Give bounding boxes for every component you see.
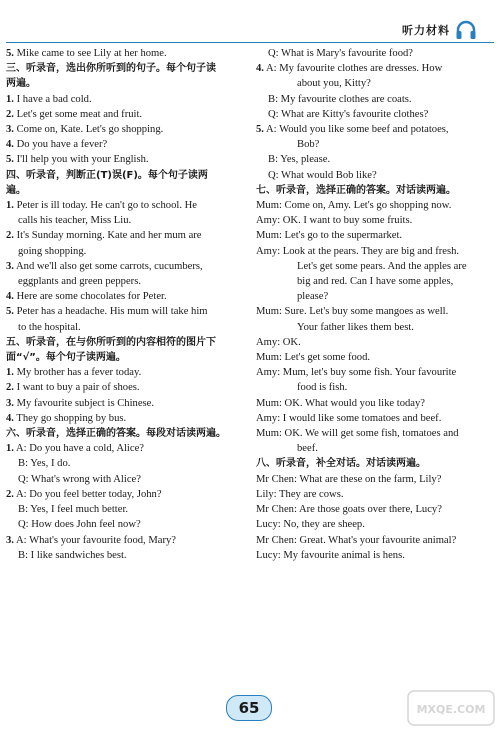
line-text: Mr Chen: What are these on the farm, Lily? (256, 473, 442, 485)
text-line (256, 137, 494, 152)
page-number-badge (226, 695, 272, 721)
item-number: 4. (6, 291, 14, 303)
text-line (256, 289, 494, 304)
line-text: Mum: OK. We will get some fish, tomatoes and (256, 428, 459, 440)
line-text: Your father likes them best. (297, 321, 414, 333)
item-number: 1. (6, 93, 14, 105)
line-text: They go shopping by bus. (13, 412, 127, 424)
item-number: 5. (6, 154, 14, 166)
text-line (6, 213, 244, 228)
line-text: A: Would you like some beef and potatoes, (263, 124, 449, 136)
line-text: Come on, Kate. Let's go shopping. (13, 124, 164, 136)
section-heading (6, 61, 244, 76)
item-number: 4. (256, 63, 264, 75)
line-text: going shopping. (18, 245, 87, 257)
watermark-logo (406, 689, 496, 727)
text-line (6, 456, 244, 471)
line-text: B: Yes, I feel much better. (18, 504, 129, 516)
text-line (256, 411, 494, 426)
line-text: to the hospital. (18, 321, 81, 333)
text-line (6, 517, 244, 532)
text-line (256, 365, 494, 380)
line-text: 五、听录音，在与你所听到的内容相符的图片下 (6, 336, 216, 348)
svg-text:MXQE.COM: MXQE.COM (416, 703, 486, 716)
line-text: Amy: OK. I want to buy some fruits. (256, 215, 413, 227)
section-heading (6, 335, 244, 350)
text-line (6, 152, 244, 167)
text-line (6, 92, 244, 107)
item-number: 4. (6, 412, 14, 424)
line-text: Peter is ill today. He can't go to school. He (13, 200, 197, 212)
text-line (6, 259, 244, 274)
text-line (6, 228, 244, 243)
line-text: A: My favourite clothes are dresses. How (263, 63, 443, 75)
line-text: It's Sunday morning. Kate and her mum are (13, 230, 202, 242)
line-text: Let's get some meat and fruit. (13, 108, 143, 120)
item-number: 3. (6, 534, 14, 546)
item-number: 3. (6, 260, 14, 272)
text-line (6, 487, 244, 502)
text-line (6, 441, 244, 456)
line-text: Q: What's wrong with Alice? (18, 473, 141, 485)
text-line (256, 472, 494, 487)
text-line (256, 46, 494, 61)
line-text: please? (297, 291, 329, 303)
line-text: Mum: OK. What would you like today? (256, 397, 425, 409)
line-text: eggplants and green peppers. (18, 276, 141, 288)
line-text: Peter has a headache. His mum will take him (13, 306, 208, 318)
section-heading (6, 183, 244, 198)
item-number: 5. (256, 124, 264, 136)
item-number: 1. (6, 443, 14, 455)
line-text: 六、听录音，选择正确的答案。每段对话读两遍。 (6, 428, 226, 440)
text-line (256, 441, 494, 456)
item-number: 2. (6, 488, 14, 500)
text-line (256, 61, 494, 76)
text-line (256, 426, 494, 441)
section-heading (6, 76, 244, 91)
text-line (6, 46, 244, 61)
text-line (256, 335, 494, 350)
line-text: 三、听录音，选出你所听到的句子。每个句子读 (6, 63, 216, 75)
text-line (6, 304, 244, 319)
line-text: My favourite subject is Chinese. (13, 397, 154, 409)
text-line (6, 122, 244, 137)
text-line (256, 274, 494, 289)
text-line (256, 548, 494, 563)
text-line (256, 152, 494, 167)
item-number: 1. (6, 200, 14, 212)
line-text: A: What's your favourite food, Mary? (13, 534, 177, 546)
section-heading (6, 168, 244, 183)
text-line (6, 502, 244, 517)
line-text: Let's get some pears. And the apples are (297, 260, 467, 272)
page-number: 65 (238, 699, 260, 717)
line-text: I have a bad cold. (13, 93, 92, 105)
text-line (256, 122, 494, 137)
line-text: 两遍。 (6, 78, 36, 90)
right-column (256, 46, 494, 563)
item-number: 3. (6, 397, 14, 409)
line-text: calls his teacher, Miss Liu. (18, 215, 132, 227)
item-number: 3. (6, 124, 14, 136)
text-line (6, 198, 244, 213)
item-number: 4. (6, 139, 14, 151)
line-text: 八、听录音，补全对话。对话读两遍。 (256, 458, 426, 470)
line-text: My brother has a fever today. (13, 367, 142, 379)
item-number: 5. (6, 306, 14, 318)
section-heading (256, 183, 494, 198)
item-number: 5. (6, 48, 14, 59)
line-text: about you, Kitty? (297, 78, 371, 90)
line-text: B: Yes, I do. (18, 458, 71, 470)
line-text: 遍。 (6, 184, 26, 196)
text-line (256, 487, 494, 502)
line-text: And we'll also get some carrots, cucumbers, (13, 260, 203, 272)
item-number: 1. (6, 367, 14, 379)
text-line (6, 411, 244, 426)
text-line (256, 396, 494, 411)
line-text: Mum: Sure. Let's buy some mangoes as well. (256, 306, 449, 318)
line-text: Lucy: My favourite animal is hens. (256, 549, 405, 561)
text-line (6, 548, 244, 563)
line-text: A: Do you have a cold, Alice? (13, 443, 144, 455)
text-line (256, 320, 494, 335)
line-text: Mum: Come on, Amy. Let's go shopping now. (256, 200, 452, 212)
text-line (6, 289, 244, 304)
text-line (6, 320, 244, 335)
line-text: Mr Chen: Are those goats over there, Lucy? (256, 504, 442, 516)
line-text: Mum: Let's go to the supermarket. (256, 230, 403, 242)
text-line (6, 533, 244, 548)
text-line (256, 76, 494, 91)
line-text: B: I like sandwiches best. (18, 549, 127, 561)
text-line (256, 259, 494, 274)
text-line (256, 380, 494, 395)
text-line (256, 533, 494, 548)
text-line (256, 350, 494, 365)
text-line (256, 198, 494, 213)
item-number: 2. (6, 230, 14, 242)
line-text: B: Yes, please. (268, 154, 331, 166)
text-line (6, 365, 244, 380)
item-number: 2. (6, 382, 14, 394)
line-text: Mum: Let's get some food. (256, 352, 371, 364)
text-line (6, 107, 244, 122)
text-line (256, 92, 494, 107)
line-text: Lily: They are cows. (256, 488, 344, 500)
text-line (256, 107, 494, 122)
line-text: Here are some chocolates for Peter. (13, 291, 167, 303)
item-number: 2. (6, 108, 14, 120)
headphones-icon (454, 18, 478, 42)
line-text: Amy: OK. (256, 336, 301, 348)
line-text: 七、听录音，选择正确的答案。对话读两遍。 (256, 184, 456, 196)
line-text: I want to buy a pair of shoes. (13, 382, 140, 394)
text-line (6, 244, 244, 259)
text-line (6, 396, 244, 411)
text-line (256, 168, 494, 183)
line-text: Mike came to see Lily at her home. (13, 48, 167, 59)
line-text: Amy: Look at the pears. They are big and fresh. (256, 245, 460, 257)
line-text: 四、听录音，判断正(T)误(F)。每个句子读两 (6, 169, 208, 181)
text-line (6, 380, 244, 395)
text-line (256, 304, 494, 319)
line-text: 面“√”。每个句子读两遍。 (6, 352, 126, 364)
line-text: big and red. Can I have some apples, (297, 276, 454, 288)
text-line (6, 472, 244, 487)
text-line (256, 502, 494, 517)
section-heading (6, 350, 244, 365)
header-rule (6, 42, 494, 43)
line-text: Bob? (297, 139, 320, 151)
line-text: food is fish. (297, 382, 348, 394)
line-text: Q: What is Mary's favourite food? (268, 48, 413, 59)
text-line (6, 274, 244, 289)
line-text: B: My favourite clothes are coats. (268, 93, 412, 105)
text-line (256, 244, 494, 259)
text-line (6, 137, 244, 152)
line-text: Q: What are Kitty's favourite clothes? (268, 108, 429, 120)
page-header (402, 18, 478, 42)
text-line (256, 213, 494, 228)
line-text: Amy: Mum, let's buy some fish. Your favourite (256, 367, 457, 379)
line-text: Amy: I would like some tomatoes and beef. (256, 412, 442, 424)
line-text: beef. (297, 443, 318, 455)
text-line (256, 517, 494, 532)
header-title: 听力材料 (402, 24, 450, 37)
line-text: Do you have a fever? (13, 139, 108, 151)
line-text: I'll help you with your English. (13, 154, 149, 166)
left-column (6, 46, 244, 563)
line-text: Q: How does John feel now? (18, 519, 141, 531)
section-heading (6, 426, 244, 441)
line-text: Mr Chen: Great. What's your favourite animal? (256, 534, 457, 546)
line-text: A: Do you feel better today, John? (13, 488, 162, 500)
section-heading (256, 456, 494, 471)
line-text: Q: What would Bob like? (268, 169, 377, 181)
text-line (256, 228, 494, 243)
line-text: Lucy: No, they are sheep. (256, 519, 365, 531)
